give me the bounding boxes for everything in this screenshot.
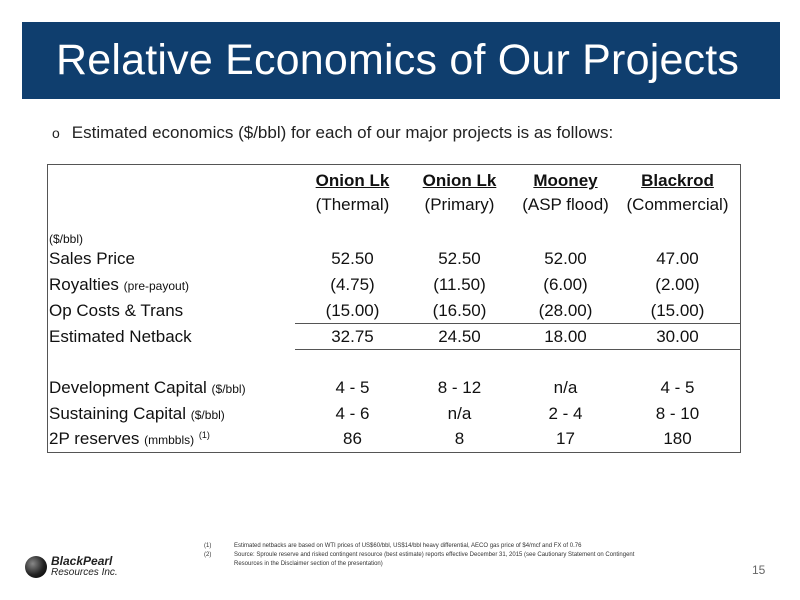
footnote-1: (1) Estimated netbacks are based on WTI prices of US$60/bbl, US$14/bbl heavy differential, AECO gas price of $4/mcf and FX of 0.76 [204, 543, 582, 549]
logo-line-1: BlackPearl [51, 554, 113, 568]
row-label-royalties: Royalties (pre-payout) [49, 275, 190, 294]
table-cell: 4 - 5 [335, 378, 370, 397]
table-cell: (15.00) [650, 301, 705, 320]
column-subtitle: (Commercial) [626, 195, 729, 214]
table-cell: 8 [454, 429, 465, 448]
row-note: (mmbbls) [144, 433, 195, 447]
column-header-2 [402, 169, 517, 217]
table-cell: (2.00) [655, 275, 700, 294]
intro-text: Estimated economics ($/bbl) for each of our major projects is as follows: [71, 123, 614, 142]
table-cell: 180 [663, 429, 692, 448]
table-cell: (16.50) [432, 301, 487, 320]
column-header-3 [508, 169, 623, 217]
table-cell: (11.50) [433, 275, 486, 294]
row-note: ($/bbl) [190, 408, 225, 422]
table-cell: 8 - 10 [655, 404, 700, 423]
table-cell: 2 - 4 [548, 404, 583, 423]
column-header-4 [620, 169, 735, 217]
unit-label: ($/bbl) [49, 232, 84, 246]
pearl-icon [25, 556, 47, 578]
table-cell: (15.00) [325, 301, 380, 320]
table-cell: 4 - 5 [660, 378, 695, 397]
column-header-1 [295, 169, 410, 217]
column-name: Mooney [533, 171, 598, 190]
logo-line-2: Resources Inc. [51, 567, 118, 578]
intro-bullet-line [52, 123, 613, 143]
footnotes [204, 542, 654, 569]
table-cell: 17 [556, 429, 575, 448]
row-label-sustaining-capital: Sustaining Capital ($/bbl) [49, 404, 225, 423]
row-note: (pre-payout) [123, 279, 190, 293]
bullet-marker: o [52, 125, 60, 141]
column-subtitle: (ASP flood) [522, 195, 609, 214]
table-cell: 52.00 [544, 249, 587, 268]
title-bar [22, 22, 780, 99]
row-note: ($/bbl) [211, 382, 246, 396]
row-label-development-capital: Development Capital ($/bbl) [49, 378, 246, 397]
footnote-ref: (1) [198, 430, 210, 440]
table-cell: 30.00 [656, 327, 699, 346]
table-cell: n/a [447, 404, 472, 423]
page-number: 15 [752, 563, 766, 577]
table-cell: 4 - 6 [335, 404, 370, 423]
row-label-2p-reserves: 2P reserves (mmbbls) $^{(1)}$ [49, 429, 210, 448]
column-name: Blackrod [641, 171, 714, 190]
company-logo [25, 556, 118, 578]
table-cell: 86 [343, 429, 362, 448]
table-cell: 8 - 12 [437, 378, 482, 397]
table-cell: 24.50 [438, 327, 481, 346]
table-cell: (28.00) [538, 301, 593, 320]
netback-bottom-rule [295, 349, 741, 350]
economics-table [47, 164, 741, 453]
slide-title: Relative Economics of Our Projects [56, 36, 740, 84]
table-cell: n/a [553, 378, 578, 397]
netback-top-rule [295, 323, 741, 324]
column-subtitle: (Primary) [424, 195, 495, 214]
table-cell: 32.75 [331, 327, 374, 346]
footnote-2: (2) Source: Sproule reserve and risked contingent resource (best estimate) reports effective December 31, 2015 (see Cautionary Statement on Contingent Resources in the Disclaimer section of the presentation) [204, 552, 635, 567]
table-cell: (4.75) [330, 275, 375, 294]
row-label-sales-price: Sales Price [49, 249, 135, 268]
column-name: Onion Lk [315, 171, 390, 190]
row-label-netback: Estimated Netback [49, 327, 192, 346]
table-cell: 52.50 [438, 249, 481, 268]
table-cell: (6.00) [543, 275, 588, 294]
table-cell: 52.50 [331, 249, 374, 268]
column-subtitle: (Thermal) [315, 195, 390, 214]
column-name: Onion Lk [422, 171, 497, 190]
row-label-op-costs: Op Costs & Trans [49, 301, 184, 320]
table-cell: 47.00 [656, 249, 699, 268]
table-cell: 18.00 [544, 327, 587, 346]
